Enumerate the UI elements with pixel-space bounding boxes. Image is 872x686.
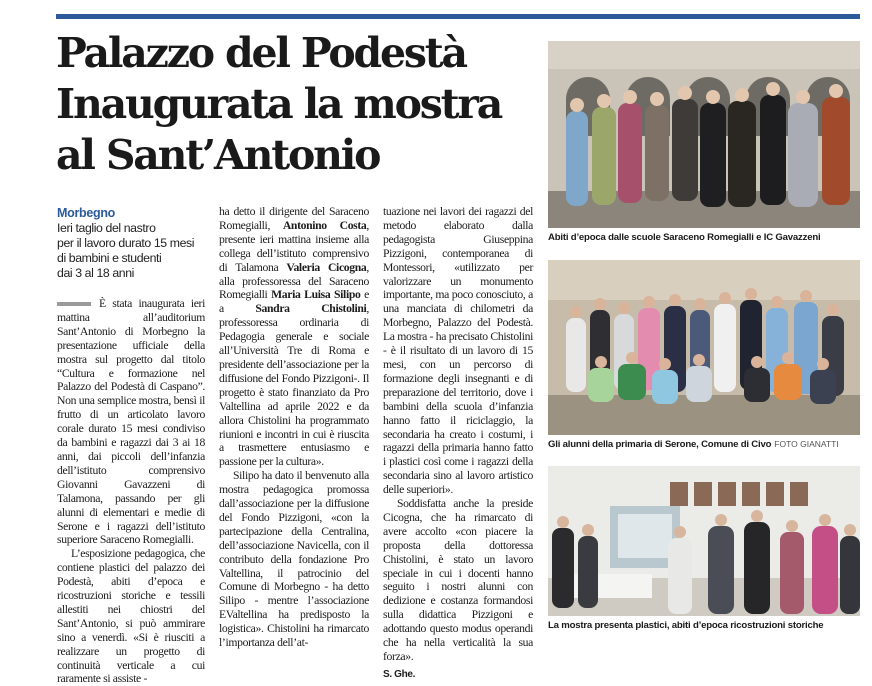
subheading <box>57 205 215 281</box>
headline-line: Palazzo del Podestà <box>56 29 466 77</box>
summary-line: Ieri taglio del nastro <box>57 221 156 235</box>
article-column-1 <box>57 297 205 686</box>
photo-caption-text: Gli alunni della primaria di Serone, Comune di Civo <box>548 439 772 450</box>
summary-line: dai 3 al 18 anni <box>57 266 135 280</box>
person-name: Valeria Cicogna <box>286 260 367 274</box>
photo-caption: La mostra presenta plastici, abiti d’epoca ricostruzioni storiche <box>548 620 824 631</box>
paragraph-text: , presente ieri mattina insieme alla collega dell’istituto comprensivo di Talamona <box>219 218 369 274</box>
article-paragraph: Silipo ha dato il benvenuto alla mostra pedagogica promossa dall’associazione per la diffusione del Fondo Pizzigoni, «con la partecipazione della Centralina, dell’associazione Navicella, con il contributo della fondazione Pro Valtellina, il patrocinio del Comune di Morbegno - ha detto Silipo - mentre l’associazione EValtellina ha predisposto la logistica». Chistolini ha rimarcato l’importanza dell’at- <box>219 469 369 650</box>
headline <box>56 28 536 181</box>
person-name: Antonino Costa <box>282 218 367 232</box>
paragraph-text: , alla professoressa del Saraceno Romegialli <box>219 260 369 302</box>
article-paragraph <box>219 205 369 469</box>
person-name: Maria Luisa Silipo <box>271 288 361 302</box>
headline-line: al Sant’Antonio <box>56 131 380 179</box>
photo-students <box>548 260 860 435</box>
headline-line: Inaugurata la mostra <box>56 80 502 128</box>
summary <box>57 221 215 281</box>
kicker-location: Morbegno <box>57 206 116 220</box>
paragraph-text: , professoressa ordinaria di Pedagogia generale e sociale all’Università Tre di Roma e presidente dell’associazione per la diffusione del Fondo Pizzigoni-. Il progetto è stato finanziato da Pro Valtellina ad aprile 2022 e da allora Chistolini ha programmato riunioni e incontri in cui è riuscita a trasmettere entusiasmo e passione per la cultura». <box>219 302 369 469</box>
paragraph-text: È stata inaugurata ieri mattina all’auditorium Sant’Antonio di Morbegno la presentazione ufficiale della mostra sul progetto dal titolo “Cultura e formazione nel Palazzo del Podestà di Caspano”. Non una semplice mostra, bensì il frutto di un articolato lavoro corale durato 15 mesi condiviso da bambini e ragazzi dai 3 ai 18 anni, dai piccoli dell’infanzia dell’istituto comprensivo Giovanni Gavazzeni di Talamona, passando per gli alunni di elementari e medie di Serone e i ragazzi dell’istituto superiore Saraceno Romegialli. <box>57 297 205 547</box>
photo-costumes <box>548 41 860 228</box>
top-rule <box>56 14 860 19</box>
article-paragraph: tuazione nei lavori dei ragazzi del metodo elaborato dalla pedagogista Giuseppina Pizzigoni, contemporanea di Montessori, «utilizzato per valorizzare un monumento importante, ma poco conosciuto, a una manciata di chilometri da Morbegno, Palazzo del Podestà. La mostra - ha precisato Chistolini - è il risultato di un lavoro di 15 mesi, con un percorso di formazione degli insegnanti e di preparazione del territorio, dove i bambini della scuola d’infanzia hanno fatto il riciclaggio, la secondaria ha creato i costumi, i ragazzi della primaria hanno fatto i plastici così come i ragazzi della secondaria sino al lavoro artistico delle superiori». <box>383 205 533 497</box>
article-paragraph <box>57 297 205 547</box>
summary-line: di bambini e studenti <box>57 251 162 265</box>
photo-students-illustration <box>548 260 860 435</box>
photo-exhibition <box>548 466 860 616</box>
photo-caption <box>548 439 868 450</box>
person-name: Sandra Chistolini <box>255 302 367 316</box>
photo-costumes-illustration <box>548 41 860 228</box>
photo-credit: FOTO GIANATTI <box>774 439 839 449</box>
article-column-2 <box>219 205 369 650</box>
summary-line: per il lavoro durato 15 mesi <box>57 236 195 250</box>
article-column-3 <box>383 205 533 682</box>
paragraph-text: e a <box>219 288 369 316</box>
article-paragraph: L’esposizione pedagogica, che contiene plastici del palazzo dei Podestà, abiti d’epoca e ricostruzioni storiche e tessili allestiti nei chiostri del Sant’Antonio, si può ammirare sino a venerdì. «Si è riusciti a realizzare un progetto di continuità verticale a cui raramente si assiste - <box>57 547 205 686</box>
paragraph-text: ha detto il dirigente del Saraceno Romegialli, <box>219 205 369 232</box>
lead-bar <box>57 302 91 306</box>
author-signature: S. Ghe. <box>383 668 416 680</box>
photo-exhibition-illustration <box>548 466 860 616</box>
article-paragraph: Soddisfatta anche la preside Cicogna, che ha rimarcato di avere accolto «con piacere la proposta della dottoressa Chistolini, è stato un lavoro speciale in cui i docenti hanno seguito i nostri alunni con dedizione e costanza formandosi sulla didattica Pizzigoni e adottando questo modus operandi che ha nella verticalità la sua forza». <box>383 497 533 663</box>
photo-caption: Abiti d’epoca dalle scuole Saraceno Romegialli e IC Gavazzeni <box>548 232 821 243</box>
